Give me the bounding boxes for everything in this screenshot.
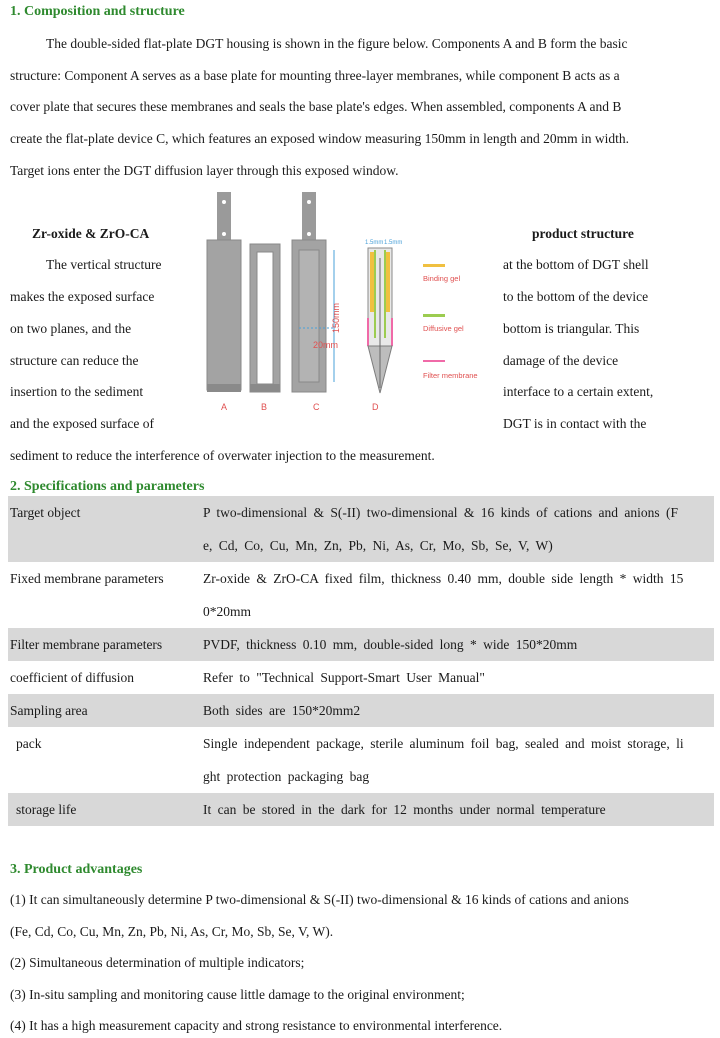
intro-line-4: create the flat-plate device C, which features an exposed window measuring 150mm in length and 20mm in width. — [10, 131, 629, 146]
table-row — [8, 562, 714, 628]
row-value: Single independent package, sterile aluminum foil bag, sealed and moist storage, li ght protection packaging bag — [203, 736, 684, 784]
dgt-diagram — [195, 188, 495, 416]
right-line-3: bottom is triangular. This — [503, 321, 640, 336]
intro-line-1: The double-sided flat-plate DGT housing is shown in the figure below. Components A and B form the basic — [46, 36, 628, 51]
left-subtitle: Zr-oxide & ZrO-CA — [32, 226, 150, 241]
intro-line-2: structure: Component A serves as a base plate for mounting three-layer membranes, while component B acts as a — [10, 68, 620, 83]
row-key: Filter membrane parameters — [8, 628, 203, 661]
right-line-5: interface to a certain extent, — [503, 384, 654, 399]
component-c — [292, 192, 341, 392]
row-key: coefficient of diffusion — [10, 670, 134, 685]
closing-line: sediment to reduce the interference of overwater injection to the measurement. — [10, 448, 435, 463]
advantage-line-4: (3) In-situ sampling and monitoring cause little damage to the original environment; — [10, 987, 465, 1002]
row-key: storage life — [8, 793, 203, 826]
label-d: D — [372, 402, 379, 412]
table-row — [8, 496, 714, 562]
row-value: Refer to "Technical Support-Smart User Manual" — [203, 670, 485, 685]
row-key: Sampling area — [8, 694, 203, 727]
label-a: A — [221, 402, 228, 412]
dgt-structure-figure — [195, 188, 495, 416]
table-row — [8, 793, 714, 826]
legend-binding-gel: Binding gel — [423, 274, 461, 283]
advantage-line-5: (4) It has a high measurement capacity and strong resistance to environmental interference. — [10, 1018, 503, 1033]
left-line-6: and the exposed surface of — [10, 416, 154, 431]
table-row — [8, 694, 714, 727]
row-value: P two-dimensional & S(-II) two-dimensional & 16 kinds of cations and anions (F e, Cd, Co, Cu, Mn, Zn, Pb, Ni, As, Cr, Mo, Sb, Se, V, W) — [203, 496, 714, 562]
table-row — [8, 661, 714, 694]
dim-20-label: 20mm — [313, 340, 339, 350]
component-d — [365, 240, 402, 393]
intro-line-5: Target ions enter the DGT diffusion layer through this exposed window. — [10, 163, 399, 178]
row-value: It can be stored in the dark for 12 months under normal temperature — [203, 793, 714, 826]
left-line-5: insertion to the sediment — [10, 384, 144, 399]
label-b: B — [261, 402, 268, 412]
advantage-line-1: (1) It can simultaneously determine P two-dimensional & S(-II) two-dimensional & 16 kinds of cations and anions — [10, 892, 629, 907]
left-line-4: structure can reduce the — [10, 353, 139, 368]
left-line-3: on two planes, and the — [10, 321, 132, 336]
legend-filter-membrane: Filter membrane — [423, 371, 478, 380]
row-key: Fixed membrane parameters — [10, 571, 164, 586]
component-a — [207, 192, 241, 392]
specifications-table — [8, 496, 714, 826]
label-c: C — [313, 402, 320, 412]
row-value: PVDF, thickness 0.10 mm, double-sided long * wide 150*20mm — [203, 628, 714, 661]
advantage-line-2: (Fe, Cd, Co, Cu, Mn, Zn, Pb, Ni, As, Cr, Mo, Sb, Se, V, W). — [10, 924, 334, 939]
left-line-2: makes the exposed surface — [10, 289, 155, 304]
row-value: Both sides are 150*20mm2 — [203, 694, 714, 727]
legend — [423, 264, 478, 380]
legend-diffusive-gel: Diffusive gel — [423, 324, 464, 333]
left-line-1: The vertical structure — [46, 257, 162, 272]
intro-line-3: cover plate that secures these membranes and seals the base plate's edges. When assembled, components A and B — [10, 99, 622, 114]
row-value: Zr-oxide & ZrO-CA fixed film, thickness 0.40 mm, double side length * width 15 0*20mm — [203, 571, 684, 619]
right-subtitle: product structure — [532, 226, 634, 241]
dim-150-label: 150mm — [331, 302, 341, 333]
component-b — [250, 244, 280, 392]
row-key: pack — [16, 736, 42, 751]
table-row — [8, 628, 714, 661]
right-line-6: DGT is in contact with the — [503, 416, 647, 431]
right-line-1: at the bottom of DGT shell — [503, 257, 649, 272]
dim-top-right: 1.5mm — [384, 240, 403, 246]
right-line-4: damage of the device — [503, 353, 619, 368]
row-key: Target object — [8, 496, 203, 562]
section-1-heading: 1. Composition and structure — [10, 4, 185, 19]
section-3-heading: 3. Product advantages — [10, 862, 143, 877]
table-row — [8, 727, 714, 793]
right-line-2: to the bottom of the device — [503, 289, 649, 304]
section-2-heading: 2. Specifications and parameters — [10, 479, 205, 494]
advantage-line-3: (2) Simultaneous determination of multiple indicators; — [10, 955, 305, 970]
dim-top-left: 1.5mm — [365, 240, 384, 246]
